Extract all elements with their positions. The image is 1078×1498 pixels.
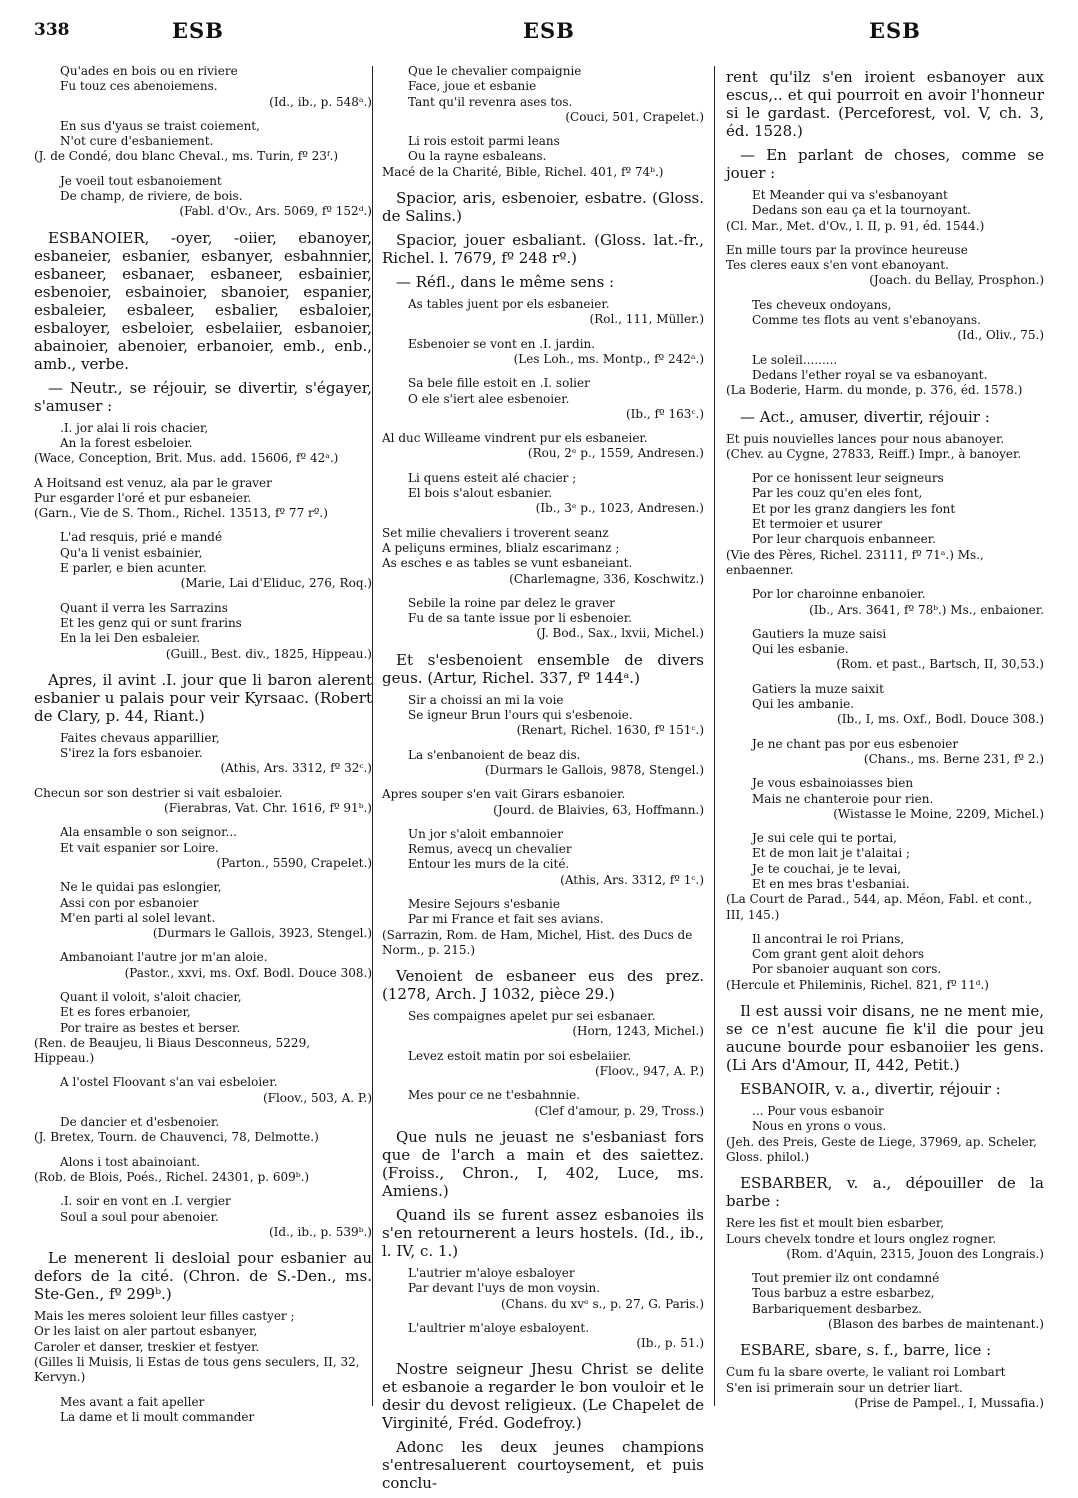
quotation (382, 471, 704, 502)
quotation-line: Por lor charoinne enbanoier. (752, 587, 926, 602)
quotation-line: .I. jor alai li rois chacier, (60, 420, 209, 435)
quotation-line: L'aultrier m'aloye esbaloyent. (408, 1320, 590, 1335)
citation: (Id., ib., p. 548ᵃ.) (269, 94, 372, 109)
citation: (Chans., ms. Berne 231, fº 2.) (863, 751, 1044, 766)
citation: (Sarrazin, Rom. de Ham, Michel, Hist. des Ducs de Norm., p. 215.) (382, 927, 693, 957)
quotation-line: Tout premier ilz ont condamné (752, 1271, 940, 1286)
quotation (382, 431, 704, 446)
quotation-line: Quant il verra les Sarrazins (60, 600, 228, 615)
paragraph: — Réfl., dans le même sens : (396, 273, 615, 292)
quotation-line: Et les genz qui or sunt frarins (60, 615, 242, 630)
quotation-line: Je sui cele qui te portai, (752, 831, 897, 846)
quotation-line: Et por les granz dangiers les font (752, 501, 956, 516)
column-rule-1 (372, 66, 373, 1406)
citation: (Parton., 5590, Crapelet.) (216, 855, 372, 870)
quotation-line: Lours chevelx tondre et lours onglez rogner. (726, 1231, 997, 1246)
quotation-line: Gatiers la muze saixit (752, 681, 884, 696)
quotation-line: Qu'a li venist esbainier, (60, 545, 203, 560)
quotation-line: As esches e as tables se vunt esbaneiant. (382, 556, 633, 571)
citation: (Wistasse le Moine, 2209, Michel.) (833, 806, 1044, 821)
quotation (34, 476, 372, 507)
quotation (34, 1075, 372, 1090)
citation: (Floov., 947, A. P.) (594, 1064, 704, 1079)
quotation-line: Tous barbuz a estre esbarbez, (752, 1286, 935, 1301)
quotation-line: En sus d'yaus se traist coiement, (60, 118, 260, 133)
quotation (34, 1395, 372, 1426)
quotation (726, 1271, 1044, 1317)
quotation-line: Pur esgarder l'oré et pur esbaneier. (34, 490, 252, 505)
quotation-line: Mais ne chanteroie pour rien. (752, 791, 934, 806)
quotation-line: Nous en yrons o vous. (752, 1119, 887, 1134)
quotation-line: Por traire as bestes et berser. (60, 1020, 241, 1035)
quotation-line: Faites chevaus apparillier, (60, 730, 220, 745)
quotation-line: Et de mon lait je t'alaitai ; (752, 846, 911, 861)
quotation-line: Barbariquement desbarbez. (752, 1301, 922, 1316)
quotation-line: An la forest esbeloier. (60, 435, 193, 450)
quotation-line: Caroler et danser, treskier et festyer. (34, 1339, 260, 1354)
quotation-line: Le soleil......... (752, 352, 838, 367)
quotation (726, 1365, 1044, 1396)
quotation (34, 825, 372, 856)
citation: (Prise de Pampel., I, Mussafia.) (854, 1395, 1044, 1410)
citation: (Id., ib., p. 539ᵇ.) (268, 1224, 372, 1239)
running-head-center: ESB (523, 18, 575, 43)
column-2 (382, 64, 704, 1498)
citation: (Id., Oliv., 75.) (957, 328, 1044, 343)
quotation-line: Et termoier et usurer (752, 517, 883, 532)
citation: (Jourd. de Blaivies, 63, Hoffmann.) (493, 802, 704, 817)
quotation-line: Set milie chevaliers i troverent seanz (382, 525, 609, 540)
paragraph: Il est aussi voir disans, ne ne ment mie, se ce n'est aucune fie k'il die pour jeu aucune bourde pour esbanoiier les gens. (Li Ars d'Amour, II, 442, Petit.) (726, 1002, 1044, 1075)
citation: (Guill., Best. div., 1825, Hippeau.) (165, 646, 372, 661)
citation: (Ib., Ars. 3641, fº 78ᵇ.) Ms., enbaioner. (809, 602, 1044, 617)
quotation (726, 627, 1044, 658)
citation: (Blason des barbes de maintenant.) (827, 1317, 1044, 1332)
page-number: 338 (34, 20, 70, 40)
quotation-line: Fu de sa tante issue por li esbenoier. (408, 611, 632, 626)
quotation-line: Je te couchai, je te levai, (752, 861, 902, 876)
citation: (Chans. du xvᵉ s., p. 27, G. Paris.) (500, 1296, 704, 1311)
quotation-line: A Hoitsand est venuz, ala par le graver (34, 475, 272, 490)
quotation-line: Ne le quidai pas eslongier, (60, 880, 222, 895)
quotation-line: Soul a soul pour abenoier. (60, 1209, 219, 1224)
quotation (726, 1216, 1044, 1247)
citation: (Jeh. des Preis, Geste de Liege, 37969, ap. Scheler, Gloss. philol.) (726, 1134, 1037, 1164)
quotation-line: Gautiers la muze saisi (752, 626, 887, 641)
quotation-line: Ambanoiant l'autre jor m'an aloie. (60, 950, 268, 965)
quotation-line: Je vous esbainoiasses bien (752, 776, 914, 791)
quotation (382, 337, 704, 352)
citation: (Gilles li Muisis, li Estas de tous gens seculers, II, 32, Kervyn.) (34, 1355, 360, 1385)
citation: (Les Loh., ms. Montp., fº 242ᵃ.) (513, 351, 704, 366)
quotation-line: As tables juent por els esbaneier. (408, 297, 610, 312)
quotation (382, 1266, 704, 1297)
quotation-line: Sir a choissi an mi la voie (408, 692, 564, 707)
citation: (Marie, Lai d'Eliduc, 276, Roq.) (180, 576, 372, 591)
quotation-line: Par devant l'uys de mon voysin. (408, 1281, 601, 1296)
quotation (34, 990, 372, 1036)
quotation-line: Mais les meres soloient leur filles castyer ; (34, 1309, 295, 1324)
quotation (34, 1155, 372, 1170)
citation: (Garn., Vie de S. Thom., Richel. 13513, fº 77 rº.) (34, 506, 328, 521)
citation: (Fierabras, Vat. Chr. 1616, fº 91ᵇ.) (164, 801, 372, 816)
quotation (382, 1049, 704, 1064)
quotation (382, 693, 704, 724)
citation: (Pastor., xxvi, ms. Oxf. Bodl. Douce 308.) (124, 965, 372, 980)
quotation (726, 471, 1044, 547)
quotation-line: A l'ostel Floovant s'an vai esbeloier. (60, 1075, 278, 1090)
quotation (726, 932, 1044, 978)
quotation-line: Levez estoit matin por soi esbelaiier. (408, 1048, 632, 1063)
citation: (Hercule et Phileminis, Richel. 821, fº 11ᵈ.) (726, 977, 989, 992)
quotation-line: De champ, de riviere, de bois. (60, 189, 243, 204)
citation: (Chev. au Cygne, 27833, Reiff.) Impr., à banoyer. (726, 446, 1022, 461)
quotation (726, 737, 1044, 752)
citation: (Rol., 111, Müller.) (589, 312, 704, 327)
quotation-line: Or les laist on aler partout esbanyer, (34, 1324, 258, 1339)
quotation-line: Dedans son eau ça et la tournoyant. (752, 203, 971, 218)
quotation-line: Al duc Willeame vindrent pur els esbaneier. (382, 431, 648, 446)
paragraph: — Neutr., se réjouir, se divertir, s'égayer, s'amuser : (34, 378, 372, 415)
quotation-line: Par les couz qu'en eles font, (752, 486, 923, 501)
quotation (34, 1115, 372, 1130)
quotation (382, 596, 704, 627)
quotation-line: M'en parti al solel levant. (60, 910, 216, 925)
quotation (382, 1009, 704, 1024)
quotation-line: Alons i tost abainoiant. (60, 1154, 201, 1169)
citation: (Durmars le Gallois, 9878, Stengel.) (484, 762, 704, 777)
quotation-line: La s'enbanoient de beaz dis. (408, 747, 581, 762)
quotation (382, 64, 704, 110)
citation: (Rou, 2ᵉ p., 1559, Andresen.) (527, 446, 704, 461)
quotation-line: Comme tes flots au vent s'ebanoyans. (752, 313, 981, 328)
quotation (726, 243, 1044, 274)
quotation (34, 64, 372, 95)
citation: (Renart, Richel. 1630, fº 151ᶜ.) (516, 723, 704, 738)
quotation-line: Por sbanoier auquant son cors. (752, 962, 942, 977)
quotation-line: Checun sor son destrier si vait esbaloier. (34, 785, 283, 800)
quotation (382, 827, 704, 873)
quotation-line: Mes avant a fait apeller (60, 1394, 205, 1409)
quotation-line: Mesire Sejours s'esbanie (408, 896, 560, 911)
citation: (La Boderie, Harm. du monde, p. 376, éd. 1578.) (726, 383, 1023, 398)
quotation-line: Je ne chant pas por eus esbenoier (752, 736, 959, 751)
citation: (La Court de Parad., 544, ap. Méon, Fabl. et cont., III, 145.) (726, 892, 1033, 922)
quotation-line: O ele s'iert alee esbenoier. (408, 391, 570, 406)
quotation (726, 831, 1044, 892)
quotation (34, 950, 372, 965)
citation: (Vie des Pères, Richel. 23111, fº 71ᵃ.) Ms., enbaenner. (726, 547, 984, 577)
paragraph: Apres, il avint .I. jour que li baron alerent esbanier u palais pour veir Kyrsaac. (Robert de Clary, p. 44, Riant.) (34, 670, 372, 725)
citation: (Charlemagne, 336, Koschwitz.) (509, 571, 704, 586)
running-head-left: ESB (172, 18, 224, 43)
quotation (726, 298, 1044, 329)
paragraph: — En parlant de choses, comme se jouer : (726, 146, 1044, 182)
quotation-line: S'en isi primerain sour un detrier liart. (726, 1380, 963, 1395)
paragraph: Que nuls ne jeuast ne s'esbaniast fors que de l'arch a main et des saiettez. (Froiss., Chron., I, 402, Luce, ms. Amiens.) (382, 1127, 704, 1200)
quotation-line: De dancier et d'esbenoier. (60, 1115, 220, 1130)
quotation-line: N'ot cure d'esbaniement. (60, 134, 214, 149)
quotation-line: Qui les esbanie. (752, 642, 849, 657)
quotation-line: Apres souper s'en vait Girars esbanoier. (382, 787, 626, 802)
running-head-right: ESB (869, 18, 921, 43)
paragraph: Nostre seigneur Jhesu Christ se delite et esbanoie a regarder le bon vouloir et le desir du devost religieux. (Le Chapelet de Virginité, Fréd. Godefroy.) (382, 1360, 704, 1433)
quotation-line: Li rois estoit parmi leans (408, 134, 560, 149)
quotation-line: ... Pour vous esbanoir (752, 1104, 884, 1119)
quotation (34, 174, 372, 205)
quotation (726, 682, 1044, 713)
citation: (Floov., 503, A. P.) (262, 1090, 372, 1105)
paragraph: Le menerent li desloial pour esbanier au defors de la cité. (Chron. de S.-Den., ms. Ste-Gen., fº 299ᵇ.) (34, 1249, 372, 1304)
quotation-line: El bois s'alout esbanier. (408, 486, 553, 501)
quotation-line: Rere les fist et moult bien esbarber, (726, 1216, 945, 1231)
citation: (Athis, Ars. 3312, fº 32ᶜ.) (220, 761, 372, 776)
column-1 (34, 64, 372, 1425)
quotation (382, 787, 704, 802)
quotation-line: E parler, e bien acunter. (60, 561, 207, 576)
citation: (Horn, 1243, Michel.) (572, 1024, 704, 1039)
paragraph: ESBARBER, v. a., dépouiller de la barbe : (726, 1174, 1044, 1211)
quotation-line: Se igneur Brun l'ours qui s'esbenoie. (408, 708, 633, 723)
quotation-line: Dedans l'ether royal se va esbanoyant. (752, 367, 988, 382)
citation: (Rob. de Blois, Poés., Richel. 24301, p. 609ᵇ.) (34, 1169, 310, 1184)
quotation (382, 526, 704, 572)
quotation-line: Fu touz ces abenoiemens. (60, 79, 218, 94)
quotation-line: Et puis nouvielles lances pour nous abanoyer. (726, 431, 1005, 446)
quotation-line: La dame et li moult commander (60, 1409, 255, 1424)
quotation (726, 432, 1044, 447)
quotation (382, 376, 704, 407)
column-rule-2 (714, 66, 715, 1406)
quotation-line: Sebile la roine par delez le graver (408, 595, 616, 610)
quotation-line: Et Meander qui va s'esbanoyant (752, 188, 948, 202)
paragraph: ESBANOIER, -oyer, -oiier, ebanoyer, esbaneier, esbanier, esbanyer, esbahnnier, esbaneer, esbanaer, esbaneer, esbainier, esbenoier, esbainoier, sbanoier, espanier, esbaleier, esbaleer, esbalier, esbaloier, esbaloyer, esbeloier, esbelaiier, esbanoier, abainoier, abenoier, erbanoier, emb., enb., amb., verbe. (34, 228, 372, 373)
paragraph: — Act., amuser, divertir, réjouir : (740, 407, 990, 426)
citation: (Joach. du Bellay, Prosphon.) (869, 273, 1044, 288)
quotation-line: Com grant gent aloit dehors (752, 947, 925, 962)
quotation (34, 786, 372, 801)
citation: (J. de Condé, dou blanc Cheval., ms. Turin, fº 23ᶠ.) (34, 149, 339, 164)
paragraph: Venoient de esbaneer eus des prez. (1278, Arch. J 1032, pièce 29.) (382, 967, 704, 1004)
quotation (34, 119, 372, 150)
quotation-line: L'ad resquis, prié e mandé (60, 530, 223, 545)
quotation (726, 1104, 1044, 1135)
quotation-line: Tant qu'il revenra ases tos. (408, 94, 573, 109)
quotation-line: Tes cheveux ondoyans, (752, 297, 892, 312)
citation: (Durmars le Gallois, 3923, Stengel.) (152, 926, 372, 941)
quotation-line: Ou la rayne esbaleans. (408, 149, 547, 164)
citation: (Ren. de Beaujeu, li Biaus Desconneus, 5229, Hippeau.) (34, 1035, 311, 1066)
citation: (Couci, 501, Crapelet.) (565, 109, 704, 124)
quotation-line: Et en mes bras t'esbaniai. (752, 876, 910, 891)
quotation-line: Qui les ambanie. (752, 697, 854, 712)
citation: (Athis, Ars. 3312, fº 1ᶜ.) (560, 872, 704, 887)
quotation (726, 587, 1044, 602)
quotation (34, 1309, 372, 1355)
quotation (726, 776, 1044, 807)
quotation-line: Mes pour ce ne t'esbahnnie. (408, 1088, 580, 1103)
quotation (382, 297, 704, 312)
quotation-line: Et es fores erbanoier, (60, 1005, 191, 1020)
quotation-line: Qu'ades en bois ou en riviere (60, 64, 238, 78)
quotation-line: Sa bele fille estoit en .I. solier (408, 376, 590, 391)
quotation-line: A peliçuns ermines, blialz escarimanz ; (382, 540, 620, 555)
quotation (382, 1088, 704, 1103)
paragraph: Adonc les deux jeunes champions s'entresaluerent courtoysement, et puis conclu- (382, 1438, 704, 1493)
quotation-line: En la lei Den esbaleier. (60, 631, 201, 646)
quotation-line: Entour les murs de la cité. (408, 857, 570, 872)
page-header (0, 18, 1078, 48)
quotation (382, 748, 704, 763)
quotation-line: En mille tours par la province heureuse (726, 242, 968, 257)
quotation-line: Tes cleres eaux s'en vont ebanoyant. (726, 258, 949, 273)
quotation-line: Face, joue et esbanie (408, 79, 537, 94)
quotation-line: Por leur charquois enbanneer. (752, 532, 936, 547)
column-3 (726, 64, 1044, 1420)
paragraph: ESBARE, sbare, s. f., barre, lice : (740, 1341, 992, 1360)
quotation (382, 897, 704, 928)
quotation (726, 188, 1044, 219)
quotation-line: Esbenoier se vont en .I. jardin. (408, 336, 596, 351)
quotation-line: Je voeil tout esbanoiement (60, 173, 222, 188)
citation: (Rom. d'Aquin, 2315, Jouon des Longrais.) (786, 1246, 1044, 1261)
quotation (34, 731, 372, 762)
quotation-line: Remus, avecq un chevalier (408, 842, 572, 857)
citation: (Ib., I, ms. Oxf., Bodl. Douce 308.) (837, 712, 1044, 727)
quotation (34, 601, 372, 647)
quotation (726, 353, 1044, 384)
quotation (34, 530, 372, 576)
citation: Macé de la Charité, Bible, Richel. 401, fº 74ᵇ.) (382, 164, 664, 179)
quotation (382, 1321, 704, 1336)
quotation-line: Un jor s'aloit embannoier (408, 826, 563, 841)
quotation-line: Cum fu la sbare overte, le valiant roi Lombart (726, 1365, 1006, 1380)
quotation-line: Par mi France et fait ses avians. (408, 912, 604, 927)
quotation-line: .I. soir en vont en .I. vergier (60, 1194, 231, 1209)
citation: (Ib., fº 163ᶜ.) (626, 406, 704, 421)
quotation-line: Ala ensamble o son seignor... (60, 825, 237, 840)
quotation-line: Assi con por esbanoier (60, 895, 199, 910)
citation: (J. Bretex, Tourn. de Chauvenci, 78, Delmotte.) (34, 1130, 319, 1145)
citation: (Cl. Mar., Met. d'Ov., l. II, p. 91, éd. 1544.) (726, 218, 985, 233)
quotation-line: S'irez la fors esbanoier. (60, 746, 203, 761)
citation: (Ib., p. 51.) (636, 1336, 704, 1351)
paragraph: Et s'esbenoient ensemble de divers geus. (Artur, Richel. 337, fº 144ᵃ.) (382, 650, 704, 687)
paragraph: Quand ils se furent assez esbanoies ils s'en retournerent a leurs hostels. (Id., ib., l. IV, c. 1.) (382, 1205, 704, 1260)
quotation (34, 1194, 372, 1225)
quotation-line: Quant il voloit, s'aloit chacier, (60, 989, 242, 1004)
citation: (Ib., 3ᵉ p., 1023, Andresen.) (535, 501, 704, 516)
quotation-line: Il ancontrai le roi Prians, (752, 931, 905, 946)
paragraph: rent qu'ilz s'en iroient esbanoyer aux escus,.. et qui pourroit en avoir l'honneur si le gardast. (Perceforest, vol. V, ch. 3, éd. 1528.) (726, 68, 1044, 140)
quotation-line: Ses compaignes apelet pur sei esbanaer. (408, 1009, 656, 1024)
citation: (J. Bod., Sax., lxvii, Michel.) (536, 626, 704, 641)
citation: (Fabl. d'Ov., Ars. 5069, fº 152ᵈ.) (179, 204, 372, 219)
citation: (Clef d'amour, p. 29, Tross.) (534, 1103, 704, 1118)
quotation (34, 880, 372, 926)
quotation-line: Li quens esteit alé chacier ; (408, 470, 577, 485)
quotation-line: Et vait espanier sor Loire. (60, 840, 219, 855)
paragraph: ESBANOIR, v. a., divertir, réjouir : (740, 1080, 1001, 1099)
quotation-line: Que le chevalier compaignie (408, 64, 582, 78)
quotation-line: L'autrier m'aloye esbaloyer (408, 1265, 575, 1280)
citation: (Rom. et past., Bartsch, II, 30,53.) (836, 657, 1044, 672)
paragraph: Spacior, jouer esbaliant. (Gloss. lat.-fr., Richel. l. 7679, fº 248 rº.) (382, 231, 704, 268)
paragraph: Spacior, aris, esbenoier, esbatre. (Gloss. de Salins.) (382, 189, 704, 226)
quotation-line: Por ce honissent leur seigneurs (752, 471, 944, 486)
quotation (382, 134, 704, 165)
citation: (Wace, Conception, Brit. Mus. add. 15606, fº 42ᵃ.) (34, 451, 339, 466)
quotation (34, 421, 372, 452)
